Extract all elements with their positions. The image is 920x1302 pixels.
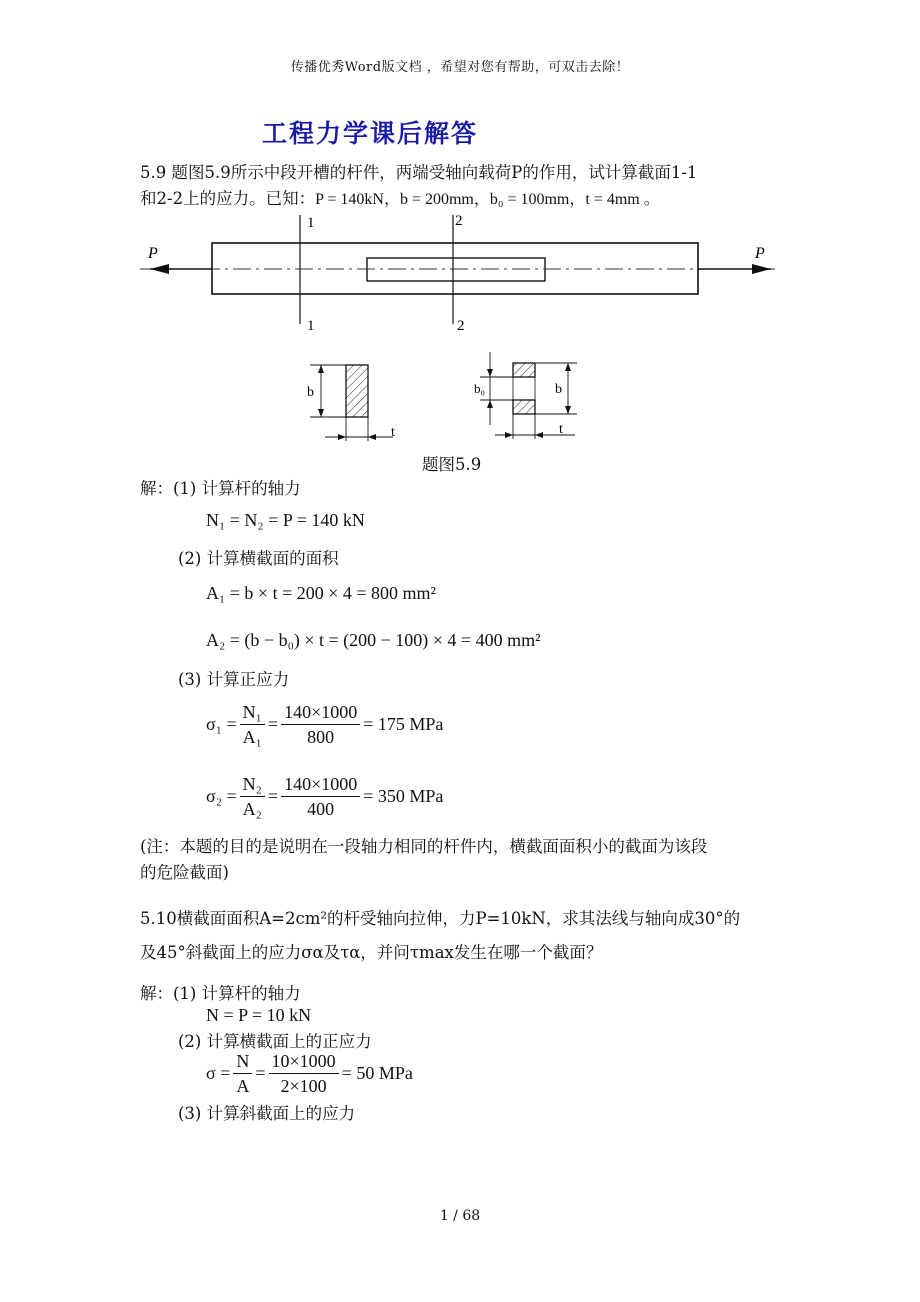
problem-5-9-line1: 5.9 题图5.9所示中段开槽的杆件，两端受轴向载荷P的作用，试计算截面1-1 <box>140 163 698 182</box>
force-label-left: P <box>148 245 158 262</box>
eq-stress-2-num1: N₂ <box>240 774 265 797</box>
cross-section-1 <box>307 365 395 441</box>
eq-stress-2-lhs: σ₂ = <box>206 786 237 806</box>
section-1-top-label: 1 <box>307 215 315 231</box>
solution-step-1: 解：(1) 计算杆的轴力 <box>140 479 301 498</box>
problem-5-10-line2: 及45°斜截面上的应力σα及τα，并问τmax发生在哪一个截面？ <box>140 943 603 962</box>
section-2-bottom-label: 2 <box>457 318 465 334</box>
page-number: 1 / 68 <box>439 1208 481 1224</box>
eq-stress-1-den1: A₁ <box>242 727 262 747</box>
p510-eq-result: = 50 MPa <box>341 1063 413 1083</box>
p510-eq-num2: 10×1000 <box>269 1051 339 1074</box>
problem-5-9-line2-text: 和2-2上的应力。已知： <box>140 189 316 208</box>
page-title: 工程力学课后解答 <box>262 119 479 148</box>
p510-solution-step-2: (2) 计算横截面上的正应力 <box>178 1032 372 1051</box>
p510-eq-den2: 2×100 <box>280 1076 327 1096</box>
eq-area-2: A₂ = (b − b₀) × t = (200 − 100) × 4 = 400 mm² <box>206 630 541 650</box>
eq-stress-1: σ₁ = $\frac{\text{N₁}}{\text{A₁}}$ = $\frac{140\times 1000}{800}$ = 175 MPa <box>206 702 444 747</box>
cross-section-2 <box>474 352 577 439</box>
page-header: 传播优秀Word版文档 ，希望对您有帮助，可双击去除！ <box>290 60 630 75</box>
p510-eq-axial-force: N = P = 10 kN <box>206 1005 312 1025</box>
p510-eq-num1: N <box>233 1051 252 1074</box>
eq-area-1: A₁ = b × t = 200 × 4 = 800 mm² <box>206 583 436 603</box>
section-2-top-label: 2 <box>455 213 463 229</box>
eq-stress-2-den2: 400 <box>307 799 335 819</box>
eq-stress-1-lhs: σ₁ = <box>206 714 237 734</box>
force-label-right: P <box>755 245 765 262</box>
right-arrow <box>752 264 771 274</box>
dim-t-label-2: t <box>559 422 563 437</box>
eq-stress-1-result: = 175 MPa <box>363 714 444 734</box>
dim-b-label-2: b <box>555 382 562 397</box>
problem-5-9-given: P = 140kN，b = 200mm，b₀ = 100mm，t = 4mm 。 <box>315 191 660 208</box>
eq-stress-1-num1: N₁ <box>240 702 265 725</box>
section-1-bottom-label: 1 <box>307 318 315 334</box>
problem-5-9-line2 <box>140 186 660 212</box>
note-line-2: 的危险截面) <box>140 863 229 882</box>
bar-outline <box>212 243 698 294</box>
problem-5-10-line1: 5.10横截面面积A=2cm²的杆受轴向拉伸，力P=10kN，求其法线与轴向成30°的 <box>140 909 741 928</box>
dim-b0-label: b₀ <box>474 381 486 396</box>
figure-caption: 题图5.9 <box>422 455 482 474</box>
eq-stress-2-num2: 140×1000 <box>281 774 360 797</box>
eq-stress-2: σ₂ = $\frac{\text{N₂}}{\text{A₂}}$ = $\frac{140\times 1000}{400}$ = 350 MPa <box>206 774 444 819</box>
eq-stress-1-num2: 140×1000 <box>281 702 360 725</box>
eq-stress-1-den2: 800 <box>307 727 335 747</box>
p510-solution-step-3: (3) 计算斜截面上的应力 <box>178 1104 356 1123</box>
dim-b-label-1: b <box>307 385 314 400</box>
note-line-1: (注：本题的目的是说明在一段轴力相同的杆件内，横截面面积小的截面为该段 <box>140 837 708 856</box>
figure-5-9 <box>135 210 795 450</box>
p510-eq-lhs: σ = <box>206 1063 231 1083</box>
left-arrow <box>150 264 169 274</box>
slot-outline <box>367 258 545 281</box>
solution-step-2: (2) 计算横截面的面积 <box>178 549 339 568</box>
p510-eq-normal-stress: σ = $\frac{N}{A}$ = $\frac{10\times 1000}{2\times 100}$ = 50 MPa <box>206 1051 413 1096</box>
p510-eq-den1: A <box>236 1076 250 1096</box>
eq-stress-2-den1: A₂ <box>242 799 262 819</box>
eq-axial-force: N₁ = N₂ = P = 140 kN <box>206 510 365 530</box>
eq-stress-2-result: = 350 MPa <box>363 786 444 806</box>
solution-step-3: (3) 计算正应力 <box>178 670 290 689</box>
p510-solution-step-1: 解：(1) 计算杆的轴力 <box>140 984 301 1003</box>
dim-t-label-1: t <box>391 425 395 440</box>
